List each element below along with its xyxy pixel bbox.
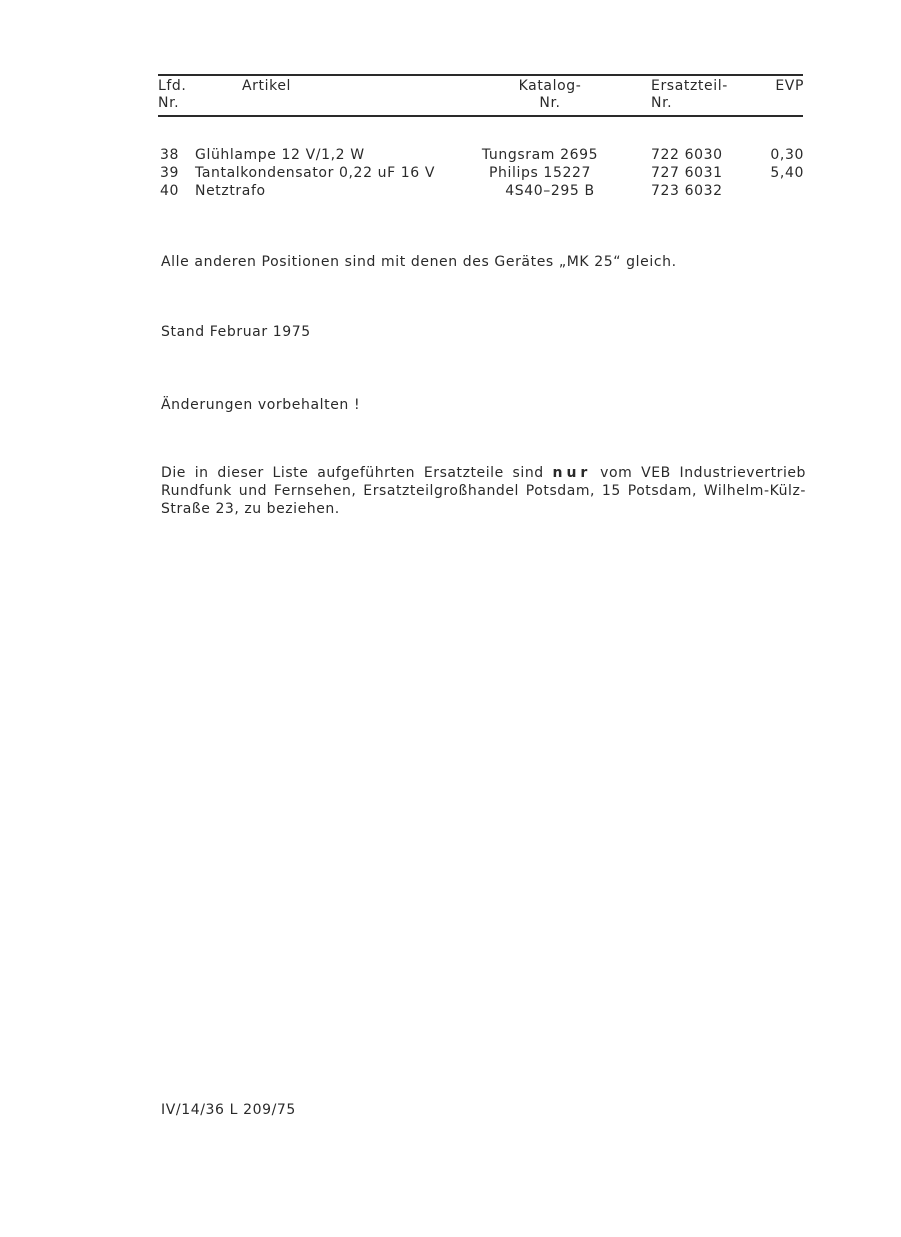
row-artikel: Netztrafo: [195, 183, 266, 199]
row-katalog: Philips 15227: [489, 165, 591, 181]
row-evp: 5,40: [770, 165, 804, 181]
header-evp: EVP: [775, 78, 804, 94]
header-artikel: Artikel: [242, 78, 292, 94]
row-artikel: Tantalkondensator 0,22 uF 16 V: [195, 165, 436, 181]
row-evp: 0,30: [770, 147, 804, 163]
header-katalog-line1: Katalog-: [518, 78, 582, 94]
row-nr: 39: [160, 165, 180, 181]
header-bottom-rule: [158, 115, 803, 117]
row-katalog: 4S40–295 B: [505, 183, 595, 199]
note-stand: Stand Februar 1975: [161, 324, 311, 340]
row-ersatzteil: 727 6031: [651, 165, 723, 181]
supply-text-start: Die in dieser Liste aufgeführten Ersatzteile sind: [161, 465, 553, 481]
header-katalog-line2: Nr.: [539, 95, 561, 111]
header-lfd-line2: Nr.: [158, 95, 180, 111]
note-changes: Änderungen vorbehalten !: [161, 397, 361, 413]
note-supply-paragraph: [161, 464, 806, 518]
header-ersatzteil-line2: Nr.: [651, 95, 673, 111]
row-ersatzteil: 723 6032: [651, 183, 723, 199]
header-lfd: [158, 78, 186, 112]
header-top-rule: [158, 74, 803, 76]
supply-text-end: vom VEB Industrievertrieb Rundfunk und Fernsehen, Ersatzteilgroßhandel Potsdam, 15 Potsdam, Wilhelm-Külz-Straße 23, zu beziehen.: [161, 465, 806, 517]
row-nr: 38: [160, 147, 180, 163]
footer-code: IV/14/36 L 209/75: [161, 1102, 296, 1118]
header-lfd-line1: Lfd.: [158, 78, 187, 94]
header-katalog: [500, 78, 600, 112]
note-other-positions: Alle anderen Positionen sind mit denen des Gerätes „MK 25“ gleich.: [161, 254, 677, 270]
row-ersatzteil: 722 6030: [651, 147, 723, 163]
header-ersatzteil-line1: Ersatzteil-: [651, 78, 728, 94]
row-artikel: Glühlampe 12 V/1,2 W: [195, 147, 365, 163]
row-nr: 40: [160, 183, 180, 199]
row-katalog: Tungsram 2695: [481, 147, 599, 163]
supply-text-emphasis: nur: [552, 465, 592, 481]
header-ersatzteil: [651, 78, 728, 112]
